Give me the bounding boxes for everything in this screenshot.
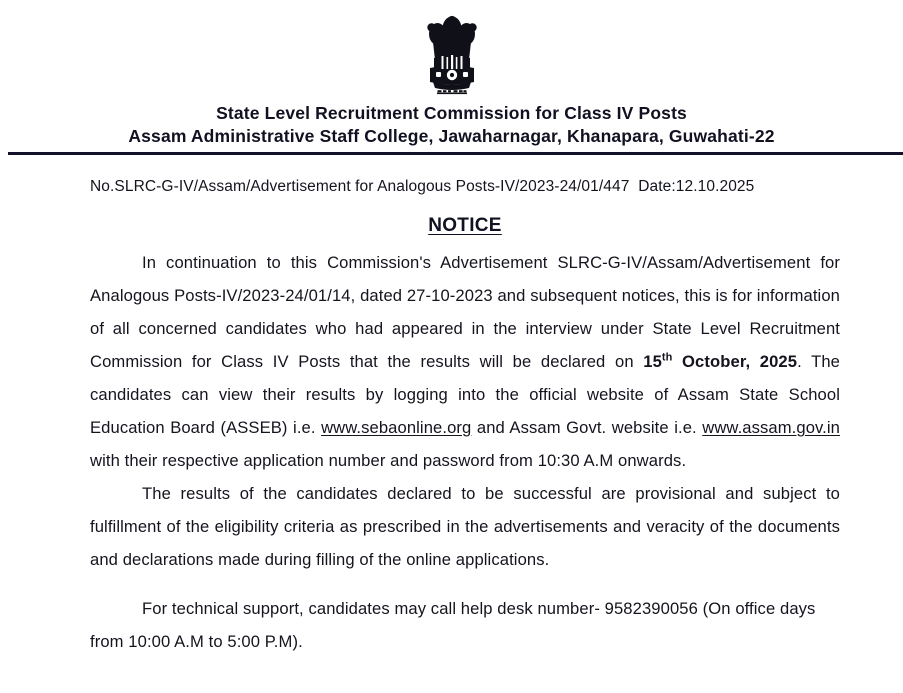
paragraph-results-declaration: [90, 246, 840, 477]
org-name-line-1: State Level Recruitment Commission for Class IV Posts: [216, 103, 687, 123]
document-header: [0, 0, 903, 148]
header-divider-rule: [8, 152, 903, 155]
declaration-date-ordinal-suffix: th: [661, 351, 673, 364]
paragraph-technical-support: For technical support, candidates may call help desk number- 9582390056 (On office days from 10:00 A.M to 5:00 P.M).: [90, 599, 816, 651]
india-national-emblem-icon: [417, 12, 487, 98]
notice-title-wrapper: [90, 215, 840, 237]
organisation-name-block: [0, 102, 903, 148]
reference-and-date-line: No.SLRC-G-IV/Assam/Advertisement for Analogous Posts-IV/2023-24/01/447 Date:12.10.2025: [90, 178, 755, 195]
document-body: [90, 176, 840, 658]
p1-text-part-3: and Assam Govt. website i.e.: [471, 418, 703, 437]
link-sebaonline[interactable]: www.sebaonline.org: [321, 418, 472, 437]
declaration-date-month-year: October, 2025: [672, 352, 798, 371]
page-title: NOTICE: [428, 215, 502, 236]
p1-text-part-4: with their respective application number and password from 10:30 A.M onwards.: [90, 451, 687, 470]
paragraph-provisional-results: The results of the candidates declared to be successful are provisional and subject to fulfillment of the eligibility criteria as prescribed in the advertisements and veracity of the documents and declarations made during filling of the online applications.: [90, 484, 840, 569]
p1-text-part-1: In continuation to this Commission's Advertisement SLRC-G-IV/Assam/Advertisement for Analogous Posts-IV/2023-24/01/14, dated 27-10-2023 and subsequent notices, this is for information of all concerned candidates who had appeared in the interview under State Level Recruitment Commission for Class IV Posts that the results will be declared on: [90, 253, 840, 371]
org-name-line-2: Assam Administrative Staff College, Jawaharnagar, Khanapara, Guwahati-22: [128, 126, 775, 146]
link-assam-gov-in[interactable]: www.assam.gov.in: [702, 418, 841, 437]
declaration-date-day: 15: [643, 352, 662, 371]
p1-text-part-2: . The candidates can view their results by logging into the official website of Assam State School Education Board (ASSEB) i.e.: [90, 352, 840, 437]
